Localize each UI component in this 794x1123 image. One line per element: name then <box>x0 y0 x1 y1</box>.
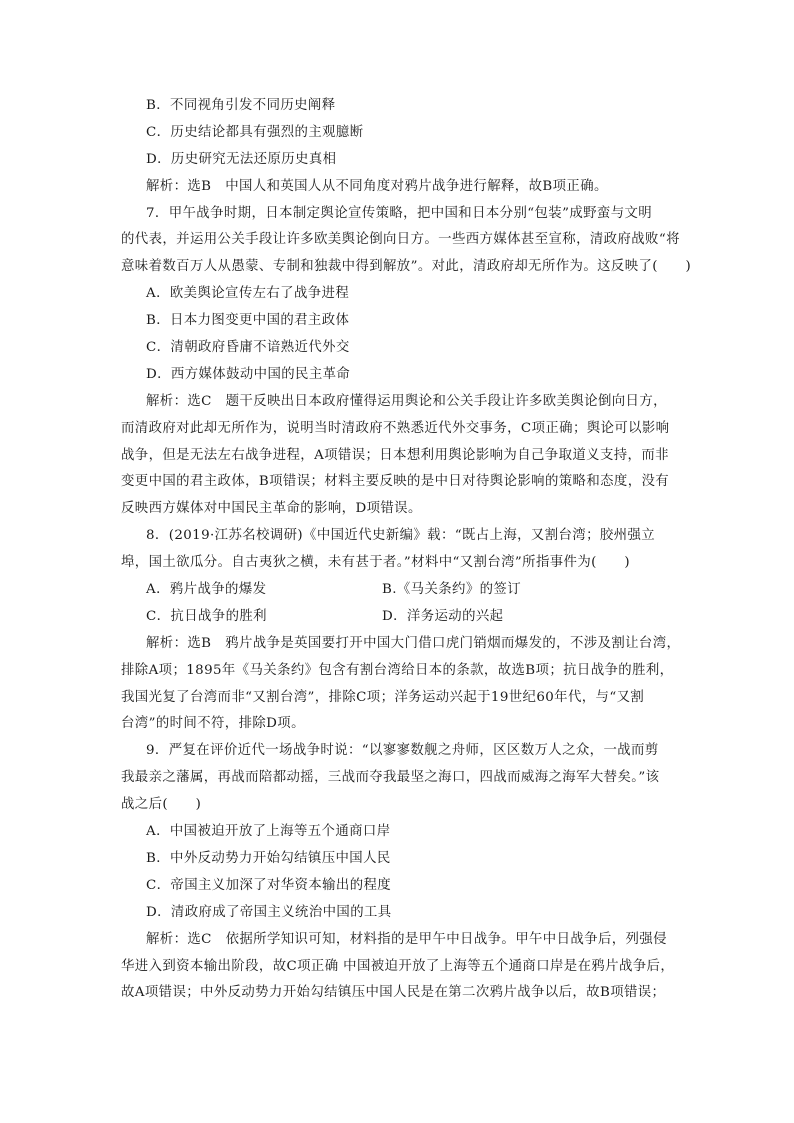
q7-option-d: D．西方媒体鼓动中国的民主革命 <box>146 366 351 382</box>
q7-analysis-line: 反映西方媒体对中国民主革命的影响，D项错误。 <box>121 501 422 517</box>
q9-stem-line: 战之后( ) <box>121 797 202 813</box>
q7-option-b: B．日本力图变更中国的君主政体 <box>146 313 350 329</box>
q9-analysis-line: 华进入到资本输出阶段，故C项正确 中国被迫开放了上海等五个通商口岸是在鸦片战争后， <box>121 958 675 974</box>
q8-analysis-line: 排除A项；1895年《马关条约》包含有割台湾给日本的条款，故选B项；抗日战争的胜利， <box>121 662 674 678</box>
q8-analysis-line: 我国光复了台湾而非“又割台湾”，排除C项；洋务运动兴起于19世纪60年代，与“又割 <box>121 689 645 705</box>
q7-option-a: A．欧美舆论宣传左右了战争进程 <box>146 286 350 302</box>
q7-analysis-line: 而清政府对此却无所作为，说明当时清政府不熟悉近代外交事务，C项正确；舆论可以影响 <box>121 420 670 436</box>
q7-analysis-line: 变更中国的君主政体，B项错误；材料主要反映的是中日对待舆论影响的策略和态度，没有 <box>121 474 670 490</box>
q9-option-a: A．中国被迫开放了上海等五个通商口岸 <box>146 824 391 840</box>
q8-analysis-line: 台湾”的时间不符，排除D项。 <box>121 716 305 732</box>
q8-option-b: B.《马关条约》的签订 <box>382 582 522 598</box>
q8-analysis-line: 解析：选B 鸦片战争是英国要打开中国大门借口虎门销烟而爆发的，不涉及割让台湾， <box>146 635 681 651</box>
q7-stem-line: 的代表，并运用公关手段让许多欧美舆论倒向日方。一些西方媒体甚至宣称，清政府战败“将 <box>121 232 680 248</box>
q6-option-b: B．不同视角引发不同历史阐释 <box>146 98 336 113</box>
q9-stem-line: 9．严复在评价近代一场战争时说：“以寥寥数舰之舟师，区区数万人之众，一战而剪 <box>146 743 659 759</box>
q8-stem-line: 8．(2019·江苏名校调研)《中国近代史新编》载：“既占上海，又割台湾；胶州强立 <box>146 528 656 544</box>
q9-stem-line: 我最亲之藩属，再战而陪都动摇，三战而夺我最坚之海口，四战而威海之海军大替矣。”该 <box>121 770 660 786</box>
q8-stem-line: 埠，国土欲瓜分。自古夷狄之横，未有甚于者。”材料中“又割台湾”所指事件为( ) <box>121 555 630 571</box>
q8-options-row <box>121 577 677 604</box>
q7-analysis-line: 战争，但是无法左右战争进程，A项错误；日本想利用舆论影响为自己争取道义支持，而非 <box>121 447 669 463</box>
q9-option-d: D．清政府成了帝国主义统治中国的工具 <box>146 904 392 920</box>
q7-option-c: C．清朝政府昏庸不谙熟近代外交 <box>146 340 350 356</box>
q6-analysis: 解析：选B 中国人和英国人从不同角度对鸦片战争进行解释，故B项正确。 <box>146 178 608 194</box>
q8-option-a: A．鸦片战争的爆发 <box>146 582 267 598</box>
q8-option-d: D．洋务运动的兴起 <box>382 608 504 624</box>
q7-stem-line: 7．甲午战争时期，日本制定舆论宣传策略，把中国和日本分别“包装”成野蛮与文明 <box>146 205 653 221</box>
q8-options-row <box>121 604 677 631</box>
page-content <box>121 93 692 1007</box>
q6-option-c: C．历史结论都具有强烈的主观臆断 <box>146 124 364 140</box>
q9-analysis-line: 故A项错误；中外反动势力开始勾结镇压中国人民是在第二次鸦片战争以后，故B项错误； <box>121 985 666 1001</box>
q6-option-d: D．历史研究无法还原历史真相 <box>146 151 337 167</box>
q7-analysis-line: 解析：选C 题干反映出日本政府懂得运用舆论和公关手段让许多欧美舆论倒向日方， <box>146 393 667 409</box>
q7-stem-line: 意味着数百万人从愚蒙、专制和独裁中得到解放”。对此，清政府却无所作为。这反映了( ) <box>121 259 692 275</box>
q9-analysis-line: 解析：选C 依据所学知识可知，材料指的是甲午中日战争。甲午中日战争后，列强侵 <box>146 931 667 947</box>
q9-option-b: B．中外反动势力开始勾结镇压中国人民 <box>146 850 391 866</box>
q9-option-c: C．帝国主义加深了对华资本输出的程度 <box>146 877 392 893</box>
q8-option-c: C．抗日战争的胜利 <box>146 608 267 624</box>
